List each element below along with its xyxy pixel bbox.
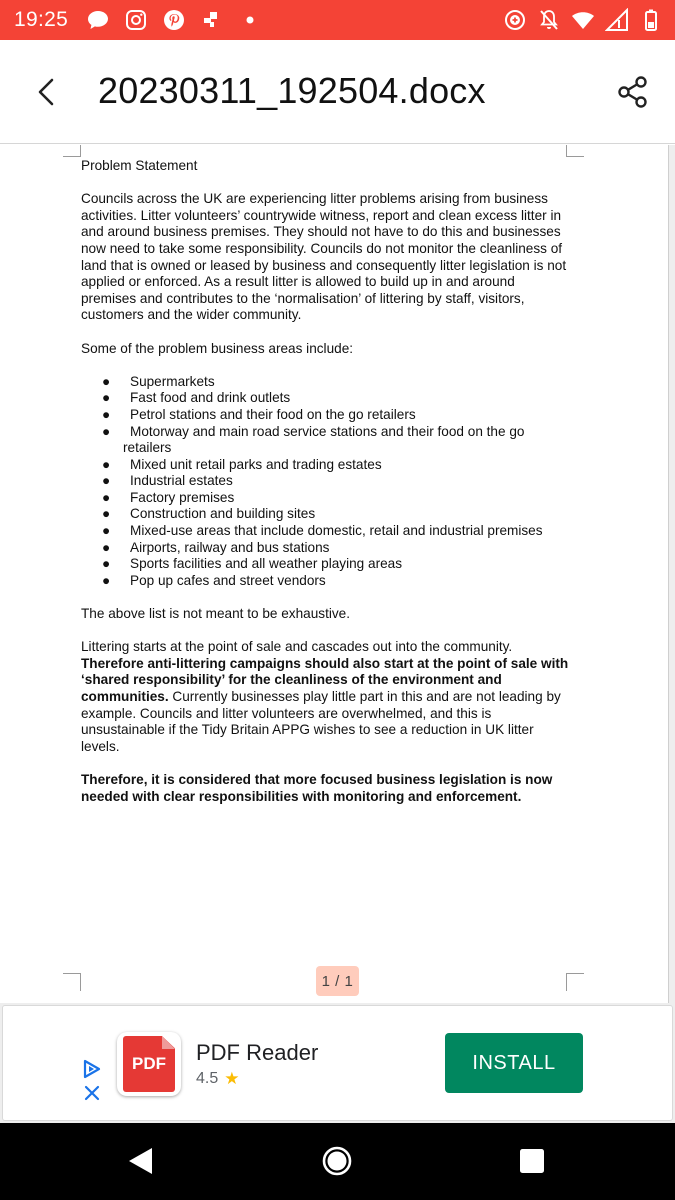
list-item: ● Motorway and main road service stations and their food on the go retailers bbox=[102, 423, 525, 456]
ad-app-name[interactable]: PDF Reader bbox=[196, 1040, 319, 1065]
crop-mark bbox=[566, 973, 584, 991]
instagram-icon bbox=[124, 8, 148, 32]
ad-rating bbox=[196, 1069, 240, 1089]
install-button[interactable]: INSTALL bbox=[445, 1033, 583, 1093]
star-icon: ★ bbox=[224, 1069, 240, 1088]
list-item: ● Mixed unit retail parks and trading estates bbox=[102, 456, 382, 472]
app-bar bbox=[0, 40, 675, 144]
paragraph-point-of-sale: Littering starts at the point of sale and cascades out into the community. Therefore anti-littering campaigns should also start at the point of sale with ‘shared responsibility’ for the cleanliness of the environment and communities. Currently businesses play little part in this and are not leading by example. Councils and litter volunteers are overwhelmed, and this is unsustainable if the Tidy Britain APPG wishes to see a reduction in UK litter levels. bbox=[81, 639, 569, 754]
bullet-icon: ● bbox=[102, 456, 111, 472]
battery-icon bbox=[639, 8, 663, 32]
bullet-icon: ● bbox=[102, 572, 111, 588]
problem-areas-list bbox=[81, 374, 571, 590]
paragraph-not-exhaustive: The above list is not meant to be exhaustive. bbox=[81, 606, 351, 622]
app-icon-label: PDF bbox=[132, 1054, 166, 1073]
bullet-icon: ● bbox=[102, 539, 111, 555]
rating-value: 4.5 bbox=[196, 1070, 219, 1087]
list-item: ● Fast food and drink outlets bbox=[102, 390, 291, 406]
bullet-icon: ● bbox=[102, 373, 111, 389]
status-bar bbox=[0, 0, 675, 40]
list-item: ● Supermarkets bbox=[102, 373, 215, 389]
close-icon[interactable] bbox=[81, 1082, 103, 1104]
bullet-icon: ● bbox=[102, 406, 111, 422]
paragraph-intro: Councils across the UK are experiencing litter problems arising from business activities. Litter volunteers’ countrywide witness, report and clean excess litter in and around business premises. They should not have to do this and businesses now need to take some responsibility. Councils do not monitor the cleanliness of land that is owned or leased by business and consequently litter legislation is not applied or enforced. As a result litter is allowed to build up in and around premises and contributes to the ‘normalisation’ of littering by staff, visitors, customers and the wider community. bbox=[81, 191, 567, 323]
document-page bbox=[0, 145, 669, 1003]
crop-mark bbox=[63, 145, 81, 157]
crop-mark bbox=[63, 973, 81, 991]
ad-banner bbox=[0, 1003, 675, 1123]
bullet-icon: ● bbox=[102, 390, 111, 406]
list-item: ● Petrol stations and their food on the go retailers bbox=[102, 406, 416, 422]
document-content bbox=[81, 158, 571, 822]
bullet-icon: ● bbox=[102, 506, 111, 522]
bullet-icon: ● bbox=[102, 556, 111, 572]
pinterest-icon bbox=[162, 8, 186, 32]
nav-home-icon[interactable] bbox=[321, 1145, 353, 1177]
chevron-left-icon bbox=[35, 77, 57, 107]
nav-back-icon[interactable] bbox=[126, 1145, 156, 1177]
back-button[interactable] bbox=[24, 70, 68, 114]
list-item: ● Airports, railway and bus stations bbox=[102, 539, 330, 555]
notification-icons bbox=[86, 8, 262, 32]
page-counter: 1 / 1 bbox=[316, 966, 359, 996]
bullet-icon: ● bbox=[102, 423, 111, 439]
status-time: 19:25 bbox=[14, 8, 69, 31]
paragraph-list-intro: Some of the problem business areas include: bbox=[81, 340, 354, 356]
bullet-icon: ● bbox=[102, 489, 111, 505]
system-icons bbox=[503, 8, 663, 32]
add-circle-icon bbox=[503, 8, 527, 32]
list-item: ● Pop up cafes and street vendors bbox=[102, 572, 326, 588]
chat-bubble-icon bbox=[86, 8, 110, 32]
document-heading: Problem Statement bbox=[81, 158, 198, 173]
navigation-bar bbox=[0, 1123, 675, 1200]
share-icon bbox=[616, 75, 650, 109]
paragraph-conclusion: Therefore, it is considered that more focused business legislation is now needed with clear responsibilities with monitoring and enforcement. bbox=[81, 771, 553, 804]
crop-mark bbox=[566, 145, 584, 157]
ad-card[interactable] bbox=[2, 1005, 673, 1121]
list-item: ● Industrial estates bbox=[102, 473, 233, 489]
muted-bell-icon bbox=[537, 8, 561, 32]
bullet-icon: ● bbox=[102, 473, 111, 489]
share-button[interactable] bbox=[611, 70, 655, 114]
ad-choices-icon[interactable] bbox=[81, 1058, 103, 1080]
list-item: ● Construction and building sites bbox=[102, 506, 316, 522]
list-item: ● Factory premises bbox=[102, 489, 235, 505]
nav-recents-icon[interactable] bbox=[519, 1148, 545, 1174]
app-notification-icon bbox=[200, 8, 224, 32]
pdf-app-icon[interactable] bbox=[117, 1032, 181, 1096]
bullet-icon: ● bbox=[102, 523, 111, 539]
list-item: ● Sports facilities and all weather playing areas bbox=[102, 556, 403, 572]
signal-icon bbox=[605, 8, 629, 32]
document-viewer[interactable] bbox=[0, 145, 675, 1003]
wifi-icon bbox=[571, 8, 595, 32]
file-title: 20230311_192504.docx bbox=[98, 70, 486, 111]
dot-icon bbox=[238, 8, 262, 32]
list-item: ● Mixed-use areas that include domestic, retail and industrial premises bbox=[102, 523, 543, 539]
